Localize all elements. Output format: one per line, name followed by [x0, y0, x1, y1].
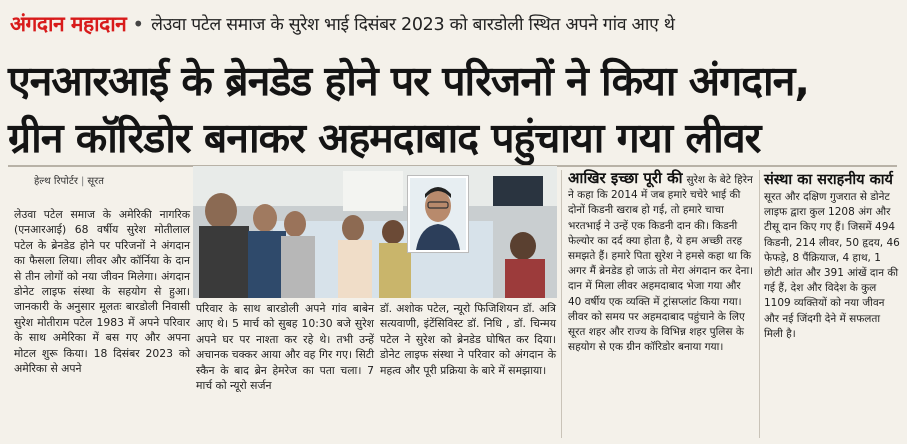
- hospital-scene-image: [193, 166, 557, 298]
- body-column-2: परिवार के साथ बारडोली अपने गांव बाबेन आए थे। 5 मार्च को सुबह 10:30 बजे सुरेश अपने घर पर नाश्ता कर रहे थे। तभी उन्हें अचानक चक्कर आया और वह गिर गए। सिटी स्कैन के बाद ब्रेन हेमरेज का पता चला। 7 मार्च को न्यूरो सर्जन: [196, 302, 374, 393]
- headline-line-2: ग्रीन कॉरिडोर बनाकर अहमदाबाद पहुंचाया गया लीवर: [8, 114, 761, 162]
- sidebar-organisation: [764, 171, 902, 342]
- sidebar-last-wish-heading: आखिर इच्छा पूरी की: [568, 169, 683, 187]
- kicker-line: लेउवा पटेल समाज के सुरेश भाई दिसंबर 2023 को बारडोली स्थित अपने गांव आए थे: [151, 15, 675, 35]
- sidebar-organisation-heading: संस्था का सराहनीय कार्य: [764, 172, 893, 188]
- sidebar-last-wish-text: सुरेश के बेटे हिरेन ने कहा कि 2014 में जब हमारे चचेरे भाई की दोनों किडनी खराब हो गई, तो हमारे चाचा भरतभाई ने उन्हें एक किडनी दान की। किडनी फेल्योर का दर्द क्या होता है, ये हम अच्छी तरह समझते हैं। हमारे पिता सुरेश ने हमसे कहा था कि अगर मैं ब्रेनडेड हो जाऊं तो मेरा अंगदान कर देना। दान में मिला लीवर अहमदाबाद भेजा गया और 40 वर्षीय एक व्यक्ति में ट्रांसप्लांट किया गया। लीवर को समय पर अहमदाबाद पहुंचाने के लिए सूरत शहर और राज्य के विभिन्न शहर पुलिस के सहयोग से एक ग्रीन कॉरिडोर बनाया गया।: [568, 174, 754, 354]
- top-line: [10, 4, 900, 44]
- portrait-image: [410, 178, 466, 250]
- body-column-3: डॉ. अशोक पटेल, न्यूरो फिजिशियन डॉ. अत्रि सत्यवाणी, इंटेंसिविस्ट डॉ. निधि , डॉ. चिन्मय पटेल ने सुरेश को ब्रेनडेड घोषित कर दिया। डोनेट लाइफ संस्था ने परिवार को अंगदान के महत्व और पूरी प्रक्रिया के बारे में समझाया।: [380, 302, 556, 377]
- byline-reporter: हेल्थ रिपोर्टर: [34, 176, 78, 187]
- bullet-separator: •: [132, 12, 145, 36]
- headline-line-1: एनआरआई के ब्रेनडेड होने पर परिजनों ने किया अंगदान,: [8, 57, 809, 105]
- section-tag: अंगदान महादान: [10, 12, 127, 36]
- article-photo: [193, 166, 557, 298]
- byline-separator: |: [80, 176, 85, 187]
- column-divider-2: [759, 170, 760, 438]
- byline: [34, 173, 104, 187]
- column-divider-1: [561, 170, 562, 438]
- sidebar-organisation-text: सूरत और दक्षिण गुजरात से डोनेट लाइफ द्वारा कुल 1208 अंग और टीसू दान किए गए हैं। जिसमें 494 किडनी, 214 लीवर, 50 हृदय, 46 फेफड़े, 8 पैंक्रियाज, 4 हाथ, 1 छोटी आंत और 391 आंखें दान की गई हैं, देश और विदेश के कुल 1109 व्यक्तियों को नया जीवन और नई जिंदगी देने में सफलता मिली है।: [764, 191, 900, 340]
- byline-city: सूरत: [87, 176, 104, 187]
- body-column-1: लेउवा पटेल समाज के अमेरिकी नागरिक (एनआरआई) 68 वर्षीय सुरेश मोतीलाल पटेल के ब्रेनडेड होने पर परिजनों ने अंगदान का फैसला लिया। लीवर और कॉर्निया के दान से तीन लोगों को नया जीवन मिलेगा। अंगदान डोनेट लाइफ संस्था के सहयोग से हुआ। जानकारी के अनुसार मूलतः बारडोली निवासी सुरेश मोतीराम पटेल 1983 में अपने परिवार के साथ अमेरिका में बस गए और अपना मोटल शुरू किया। 18 दिसंबर 2023 को अमेरिका से अपने: [14, 208, 190, 376]
- sidebar-last-wish: [568, 171, 756, 355]
- inset-portrait: [408, 176, 468, 252]
